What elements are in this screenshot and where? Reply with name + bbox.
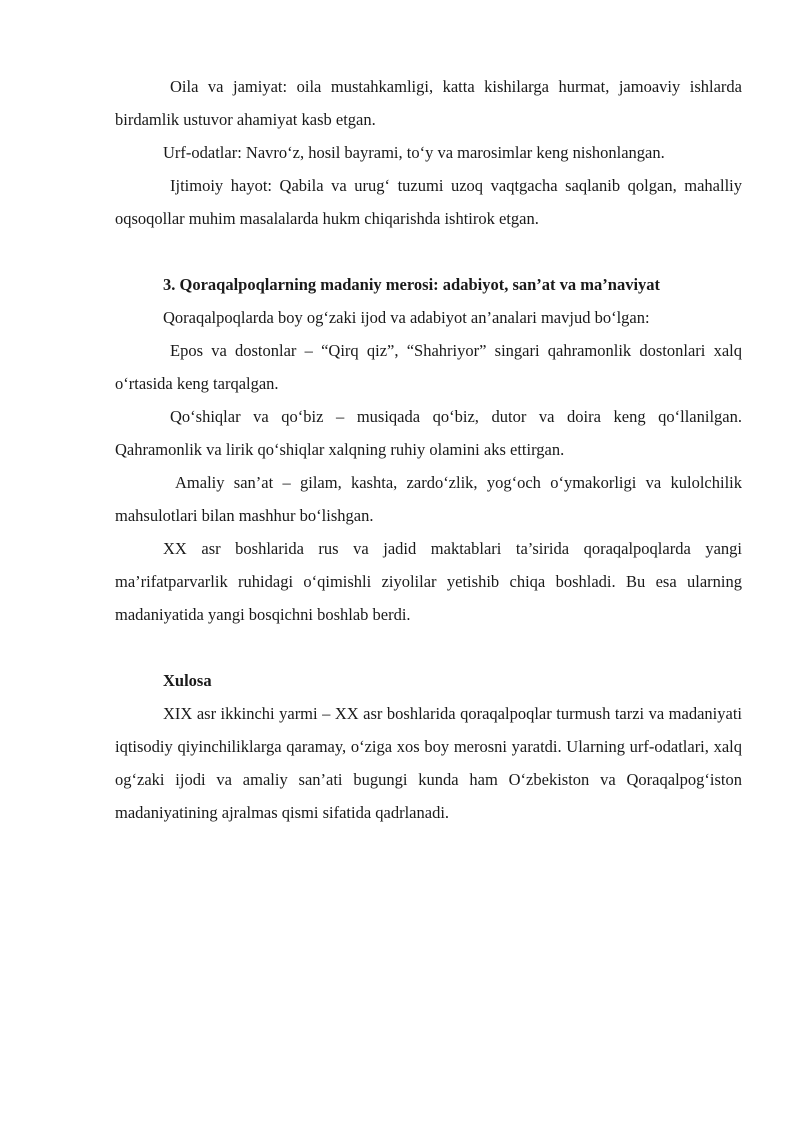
paragraph-songs: Qo‘shiqlar va qo‘biz – musiqada qo‘biz, dutor va doira keng qo‘llanilgan. Qahramonlik va lirik qo‘shiqlar xalqning ruhiy olamini aks ettirgan. [115,407,742,459]
section-3-heading: 3. Qoraqalpoqlarning madaniy merosi: adabiyot, san’at va ma’naviyat [163,275,661,294]
paragraph-xx-century: XX asr boshlarida rus va jadid maktablari ta’sirida qoraqalpoqlarda yangi ma’rifatparvarlik ruhidagi o‘qimishli ziyolilar yetishib chiqa boshladi. Bu esa ularning madaniyatida yangi bosqichni boshlab berdi. [115,539,742,624]
section-3-intro: Qoraqalpoqlarda boy og‘zaki ijod va adabiyot an’analari mavjud bo‘lgan: [163,308,650,327]
paragraph-social-life: Ijtimoiy hayot: Qabila va urug‘ tuzumi uzoq vaqtgacha saqlanib qolgan, mahalliy oqsoqollar muhim masalalarda hukm chiqarishda ishtirok etgan. [115,176,742,228]
section-spacer [115,631,742,664]
document-body [115,70,742,829]
paragraph-epos: Epos va dostonlar – “Qirq qiz”, “Shahriyor” singari qahramonlik dostonlari xalq o‘rtasida keng tarqalgan. [115,341,742,393]
section-spacer [115,235,742,268]
paragraph-family-society: Oila va jamiyat: oila mustahkamligi, katta kishilarga hurmat, jamoaviy ishlarda birdamlik ustuvor ahamiyat kasb etgan. [115,77,742,129]
conclusion-paragraph: XIX asr ikkinchi yarmi – XX asr boshlarida qoraqalpoqlar turmush tarzi va madaniyati iqtisodiy qiyinchiliklarga qaramay, o‘ziga xos boy merosni yaratdi. Ularning urf-odatlari, xalq og‘zaki ijodi va amaliy san’ati bugungi kunda ham O‘zbekiston va Qoraqalpog‘iston madaniyatining ajralmas qismi sifatida qadrlanadi. [115,704,742,822]
paragraph-applied-art: Amaliy san’at – gilam, kashta, zardo‘zlik, yog‘och o‘ymakorligi va kulolchilik mahsulotlari bilan mashhur bo‘lishgan. [115,473,742,525]
paragraph-customs: Urf-odatlar: Navro‘z, hosil bayrami, to‘y va marosimlar keng nishonlangan. [163,143,665,162]
conclusion-heading: Xulosa [163,671,212,690]
